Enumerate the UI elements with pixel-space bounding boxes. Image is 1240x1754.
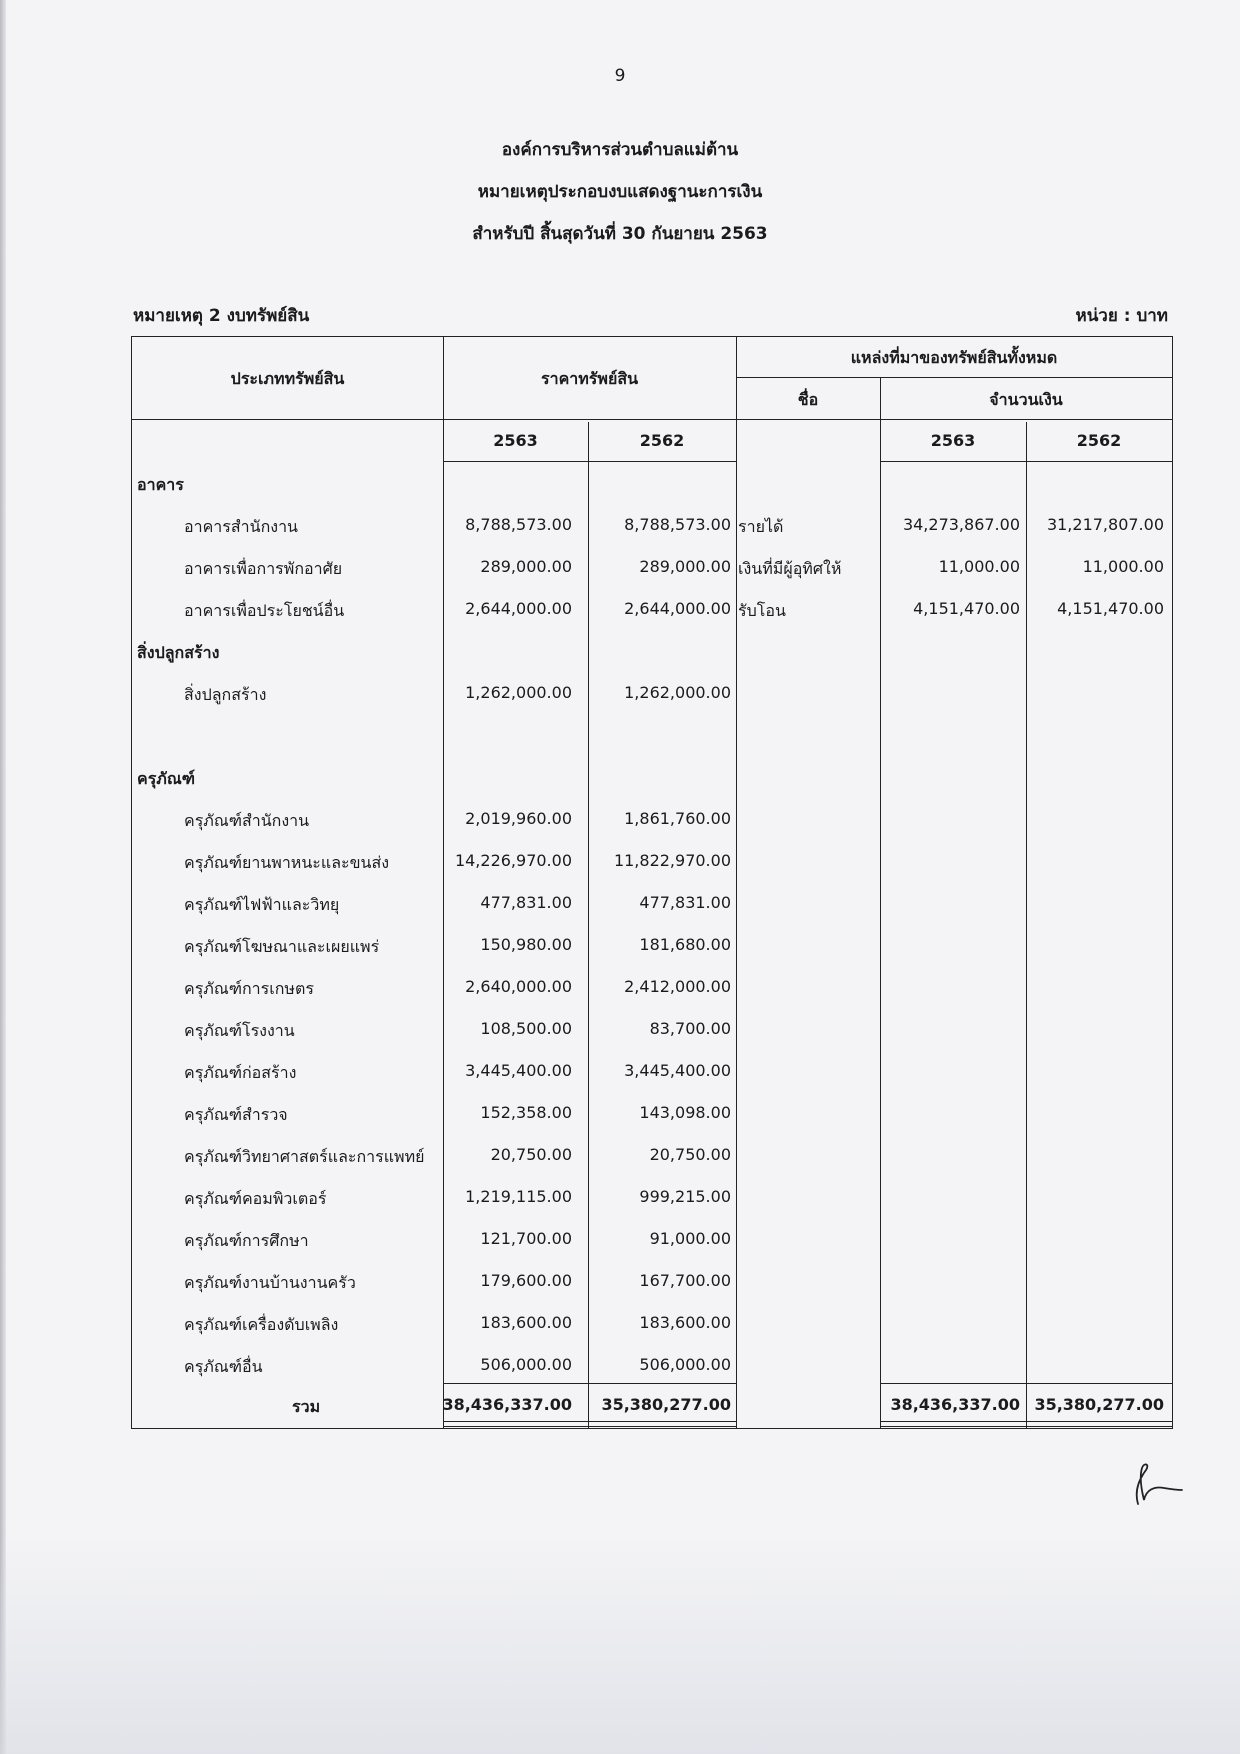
source-amount-2563: 34,273,867.00 [902,515,1020,534]
row-value-2562: 1,262,000.00 [624,683,731,702]
note-label: หมายเหตุ 2 งบทรัพย์สิน [133,306,310,326]
year-2563: 2563 [930,431,976,450]
row-value-2562: 8,788,573.00 [624,515,731,534]
total-double-rule [443,1421,736,1427]
org-title: องค์การบริหารส่วนตำบลแม่ต้าน [501,140,739,160]
scan-edge-shadow [0,0,6,1754]
row-value-2562: 143,098.00 [639,1103,731,1122]
header-source-name: ชื่อ [797,390,819,409]
row-value-2563: 2,644,000.00 [465,599,572,618]
row-value-2563: 1,219,115.00 [465,1187,572,1206]
row-value-2562: 477,831.00 [639,893,731,912]
header-rule [132,419,1172,420]
total-rule [880,1383,1172,1384]
row-name: ครุภัณฑ์เครื่องดับเพลิง [184,1315,339,1334]
col-divider [1026,422,1027,1428]
total-amount-2562: 35,380,277.00 [1034,1395,1164,1414]
header-rule [880,461,1172,462]
total-value-2562: 35,380,277.00 [601,1395,731,1414]
row-value-2562: 999,215.00 [639,1187,731,1206]
source-amount-2562: 11,000.00 [1082,557,1164,576]
source-name: เงินที่มีผู้อุทิศให้ [738,559,842,578]
row-value-2563: 477,831.00 [480,893,572,912]
category-equipment: ครุภัณฑ์ [137,769,195,788]
row-name: อาคารเพื่อการพักอาศัย [184,559,343,578]
row-value-2563: 179,600.00 [480,1271,572,1290]
row-value-2563: 14,226,970.00 [454,851,572,870]
scan-bottom-shade [0,1534,1240,1754]
row-value-2563: 183,600.00 [480,1313,572,1332]
total-label: รวม [292,1397,321,1416]
row-name: ครุภัณฑ์ไฟฟ้าและวิทยุ [184,895,340,914]
source-name: รับโอน [738,601,786,620]
row-value-2562: 2,644,000.00 [624,599,731,618]
row-name: ครุภัณฑ์ยานพาหนะและขนส่ง [184,853,390,872]
row-value-2563: 2,019,960.00 [465,809,572,828]
total-amount-2563: 38,436,337.00 [890,1395,1020,1414]
col-divider [588,422,589,1428]
header-asset-value: ราคาทรัพย์สิน [540,369,639,388]
row-name: อาคารเพื่อประโยชน์อื่น [184,601,345,620]
row-value-2562: 167,700.00 [639,1271,731,1290]
source-amount-2562: 4,151,470.00 [1057,599,1164,618]
row-name: ครุภัณฑ์โฆษณาและเผยแพร่ [184,937,380,956]
row-value-2562: 506,000.00 [639,1355,731,1374]
row-value-2563: 8,788,573.00 [465,515,572,534]
row-value-2562: 1,861,760.00 [624,809,731,828]
row-value-2562: 83,700.00 [649,1019,731,1038]
row-value-2562: 183,600.00 [639,1313,731,1332]
header-asset-type: ประเภททรัพย์สิน [230,369,345,388]
total-double-rule [880,1421,1172,1427]
source-amount-2563: 11,000.00 [938,557,1020,576]
page-number: 9 [614,66,626,86]
row-name: ครุภัณฑ์สำรวจ [184,1105,288,1124]
category-building: อาคาร [137,475,184,494]
year-2563: 2563 [493,431,538,450]
row-name: ครุภัณฑ์อื่น [184,1357,263,1376]
source-amount-2562: 31,217,807.00 [1046,515,1164,534]
col-divider [736,337,737,1428]
row-value-2563: 108,500.00 [480,1019,572,1038]
row-value-2562: 91,000.00 [649,1229,731,1248]
period-title: สำหรับปี สิ้นสุดวันที่ 30 กันยายน 2563 [472,224,768,244]
row-value-2563: 2,640,000.00 [465,977,572,996]
row-name: ครุภัณฑ์การเกษตร [184,979,314,998]
row-name: ครุภัณฑ์สำนักงาน [184,811,310,830]
row-value-2562: 11,822,970.00 [613,851,731,870]
row-value-2562: 181,680.00 [639,935,731,954]
row-value-2563: 506,000.00 [480,1355,572,1374]
header-amount: จำนวนเงิน [989,390,1063,409]
row-name: ครุภัณฑ์คอมพิวเตอร์ [184,1189,327,1208]
document-title: หมายเหตุประกอบงบแสดงฐานะการเงิน [477,182,763,202]
row-value-2563: 152,358.00 [480,1103,572,1122]
row-value-2563: 1,262,000.00 [465,683,572,702]
row-name: อาคารสำนักงาน [184,517,298,536]
year-2562: 2562 [1076,431,1122,450]
row-name: สิ่งปลูกสร้าง [184,685,267,704]
total-value-2563: 38,436,337.00 [442,1395,572,1414]
signature-mark [1124,1460,1184,1510]
unit-label: หน่วย : บาท [1075,306,1168,326]
row-value-2563: 3,445,400.00 [465,1061,572,1080]
row-value-2563: 121,700.00 [480,1229,572,1248]
header-rule [736,377,1172,378]
total-rule [443,1383,736,1384]
year-2562: 2562 [639,431,685,450]
row-value-2562: 3,445,400.00 [624,1061,731,1080]
category-construction: สิ่งปลูกสร้าง [137,643,220,662]
row-name: ครุภัณฑ์การศึกษา [184,1231,309,1250]
source-amount-2563: 4,151,470.00 [913,599,1020,618]
row-value-2563: 150,980.00 [480,935,572,954]
row-value-2563: 20,750.00 [490,1145,572,1164]
row-value-2562: 2,412,000.00 [624,977,731,996]
source-name: รายได้ [738,517,784,536]
row-value-2563: 289,000.00 [480,557,572,576]
asset-table [131,336,1173,1429]
row-name: ครุภัณฑ์วิทยาศาสตร์และการแพทย์ [184,1147,425,1166]
row-name: ครุภัณฑ์โรงงาน [184,1021,295,1040]
row-name: ครุภัณฑ์งานบ้านงานครัว [184,1273,356,1292]
row-name: ครุภัณฑ์ก่อสร้าง [184,1063,297,1082]
col-divider [443,337,444,1428]
header-rule [443,461,736,462]
row-value-2562: 289,000.00 [639,557,731,576]
header-source: แหล่งที่มาของทรัพย์สินทั้งหมด [850,348,1058,367]
row-value-2562: 20,750.00 [649,1145,731,1164]
col-divider [880,377,881,1428]
